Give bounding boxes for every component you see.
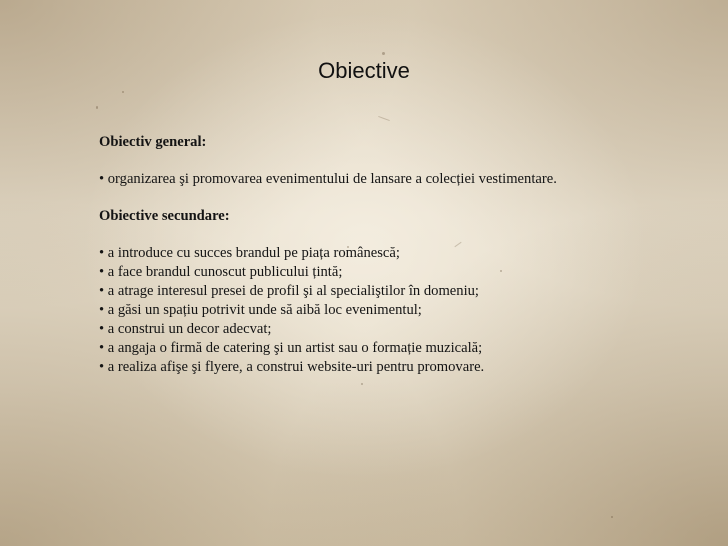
list-item: • a găsi un spațiu potrivit unde să aibă loc evenimentul; bbox=[99, 302, 422, 318]
slide-title bbox=[0, 58, 728, 84]
paper-speck bbox=[361, 383, 363, 385]
paper-scratch bbox=[378, 116, 390, 121]
list-item: • a construi un decor adecvat; bbox=[99, 321, 272, 337]
paper-speck bbox=[122, 91, 124, 93]
list-item: • a atrage interesul presei de profil şi al specialiştilor în domeniu; bbox=[99, 283, 479, 299]
slide-title-text: Obiective bbox=[318, 58, 410, 83]
list-item: • a introduce cu succes brandul pe piața românescă; bbox=[99, 245, 400, 261]
list-item: • a face brandul cunoscut publicului țintă; bbox=[99, 264, 343, 280]
general-objective-heading: Obiectiv general: bbox=[99, 134, 207, 150]
secondary-objectives-heading: Obiective secundare: bbox=[99, 208, 230, 224]
slide-content bbox=[99, 133, 648, 377]
list-item: • a realiza afişe şi flyere, a construi website-uri pentru promovare. bbox=[99, 359, 485, 375]
spacer bbox=[99, 226, 648, 244]
spacer bbox=[99, 152, 648, 170]
paper-speck bbox=[96, 106, 98, 109]
list-item: • a angaja o firmă de catering şi un artist sau o formație muzicală; bbox=[99, 340, 483, 356]
general-objective-text: • organizarea şi promovarea evenimentului de lansare a colecției vestimentare. bbox=[99, 171, 557, 187]
paper-speck bbox=[611, 516, 613, 518]
paper-speck bbox=[382, 52, 385, 55]
secondary-objectives-list bbox=[99, 244, 648, 377]
spacer bbox=[99, 189, 648, 207]
